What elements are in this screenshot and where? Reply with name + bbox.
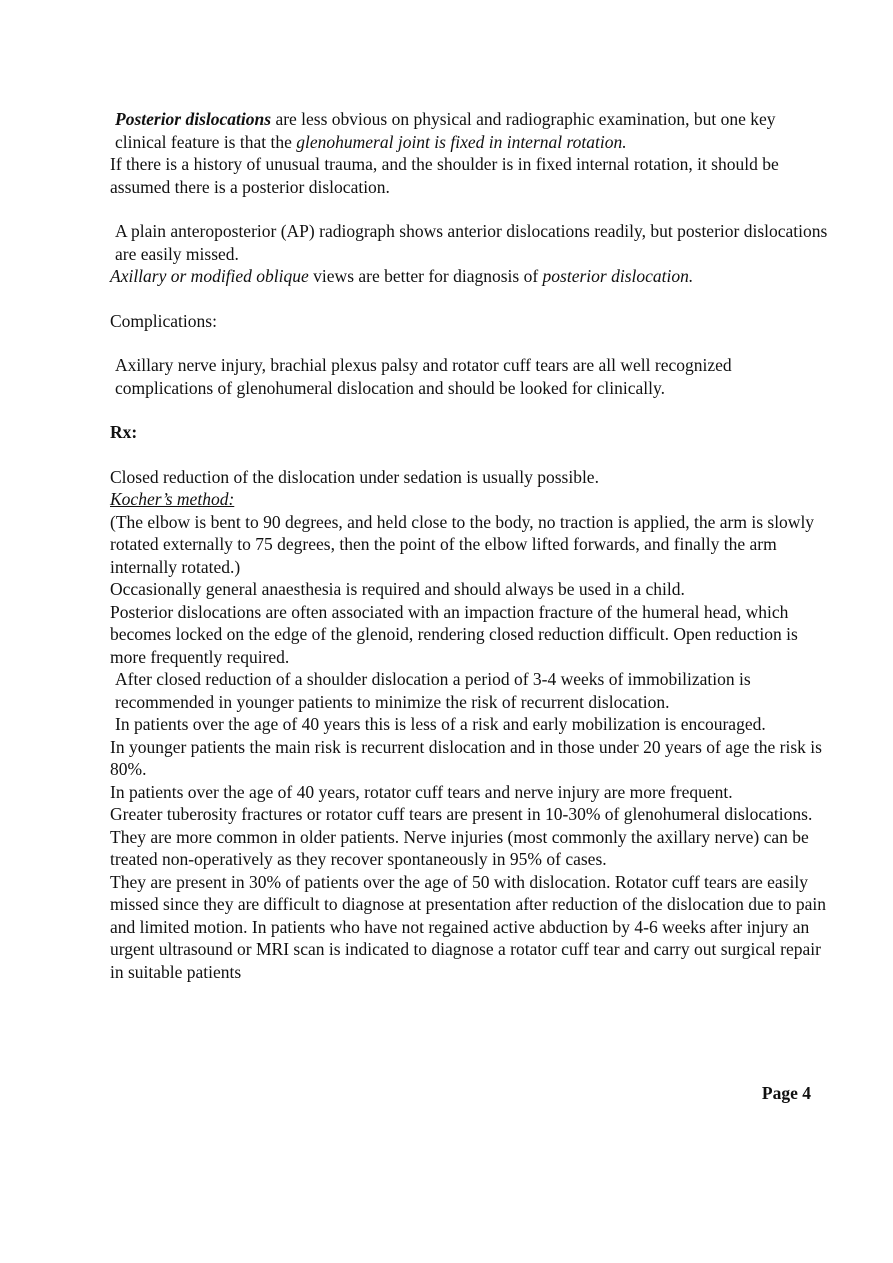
early-mobilization-paragraph: In patients over the age of 40 years this is less of a risk and early mobilization is encouraged. [115,714,766,734]
general-anaesthesia-line: Occasionally general anaesthesia is required and should always be used in a child. [110,579,685,599]
rotator-cuff-frequency-line: In patients over the age of 40 years, rotator cuff tears and nerve injury are more frequent. [110,781,733,802]
rx-heading: Rx: [110,422,138,442]
posterior-dislocations-term: Posterior dislocations [115,109,272,129]
posterior-dislocation-paragraph [110,108,830,153]
axillary-views-text: views are better for diagnosis of [308,266,543,286]
tuberosity-fracture-paragraph: Greater tuberosity fractures or rotator cuff tears are present in 10-30% of glenohumeral dislocations. [110,804,813,824]
glenohumeral-emphasis: glenohumeral joint is fixed in internal rotation. [296,131,627,152]
rotator-cuff-tear-paragraph: They are present in 30% of patients over the age of 50 with dislocation. Rotator cuff tears are easily missed since they are difficult to diagnose at presentation after reduction of the dislocation due to pain and limited motion. In patients who have not regained active abduction by 4-6 weeks after injury an urgent ultrasound or MRI scan is indicated to diagnose a rotator cuff tear and carry out surgical repair in suitable patients [110,871,826,982]
posterior-dislocation-emphasis: posterior dislocation. [542,266,694,286]
axillary-views-paragraph [110,265,830,288]
axillary-views-term: Axillary or modified oblique [110,266,309,286]
closed-reduction-line: Closed reduction of the dislocation under sedation is usually possible. [110,466,599,487]
nerve-injuries-paragraph: They are more common in older patients. Nerve injuries (most commonly the axillary nerve) can be treated non-operatively as they recover spontaneously in 95% of cases. [110,826,809,869]
kocher-method-description: (The elbow is bent to 90 degrees, and held close to the body, no traction is applied, the arm is slowly rotated externally to 75 degrees, then the point of the elbow lifted forwards, and finally the arm internally rotated.) [110,511,815,577]
posterior-dislocation-text: are less obvious on physical and radiographic examination, but one key clinical feature is that the [115,109,776,152]
impaction-fracture-paragraph: Posterior dislocations are often associated with an impaction fracture of the humeral head, which becomes locked on the edge of the glenoid, rendering closed reduction difficult. Open reduction is more frequently required. [110,601,798,667]
immobilization-paragraph: After closed reduction of a shoulder dislocation a period of 3-4 weeks of immobilization is recommended in younger patients to minimize the risk of recurrent dislocation. [115,669,751,712]
page-number: Page 4 [761,1083,811,1103]
document-body [110,108,830,983]
recurrent-dislocation-paragraph: In younger patients the main risk is recurrent dislocation and in those under 20 years of age the risk is 80%. [110,736,822,779]
complications-heading: Complications: [110,310,217,331]
kocher-method-heading: Kocher’s method: [110,489,235,509]
unusual-trauma-paragraph: If there is a history of unusual trauma, and the shoulder is in fixed internal rotation, it should be assumed there is a posterior dislocation. [110,154,779,197]
complications-paragraph: Axillary nerve injury, brachial plexus palsy and rotator cuff tears are all well recognized complications of glenohumeral dislocation and should be looked for clinically. [115,355,732,398]
radiograph-paragraph: A plain anteroposterior (AP) radiograph shows anterior dislocations readily, but posterior dislocations are easily missed. [115,221,828,264]
